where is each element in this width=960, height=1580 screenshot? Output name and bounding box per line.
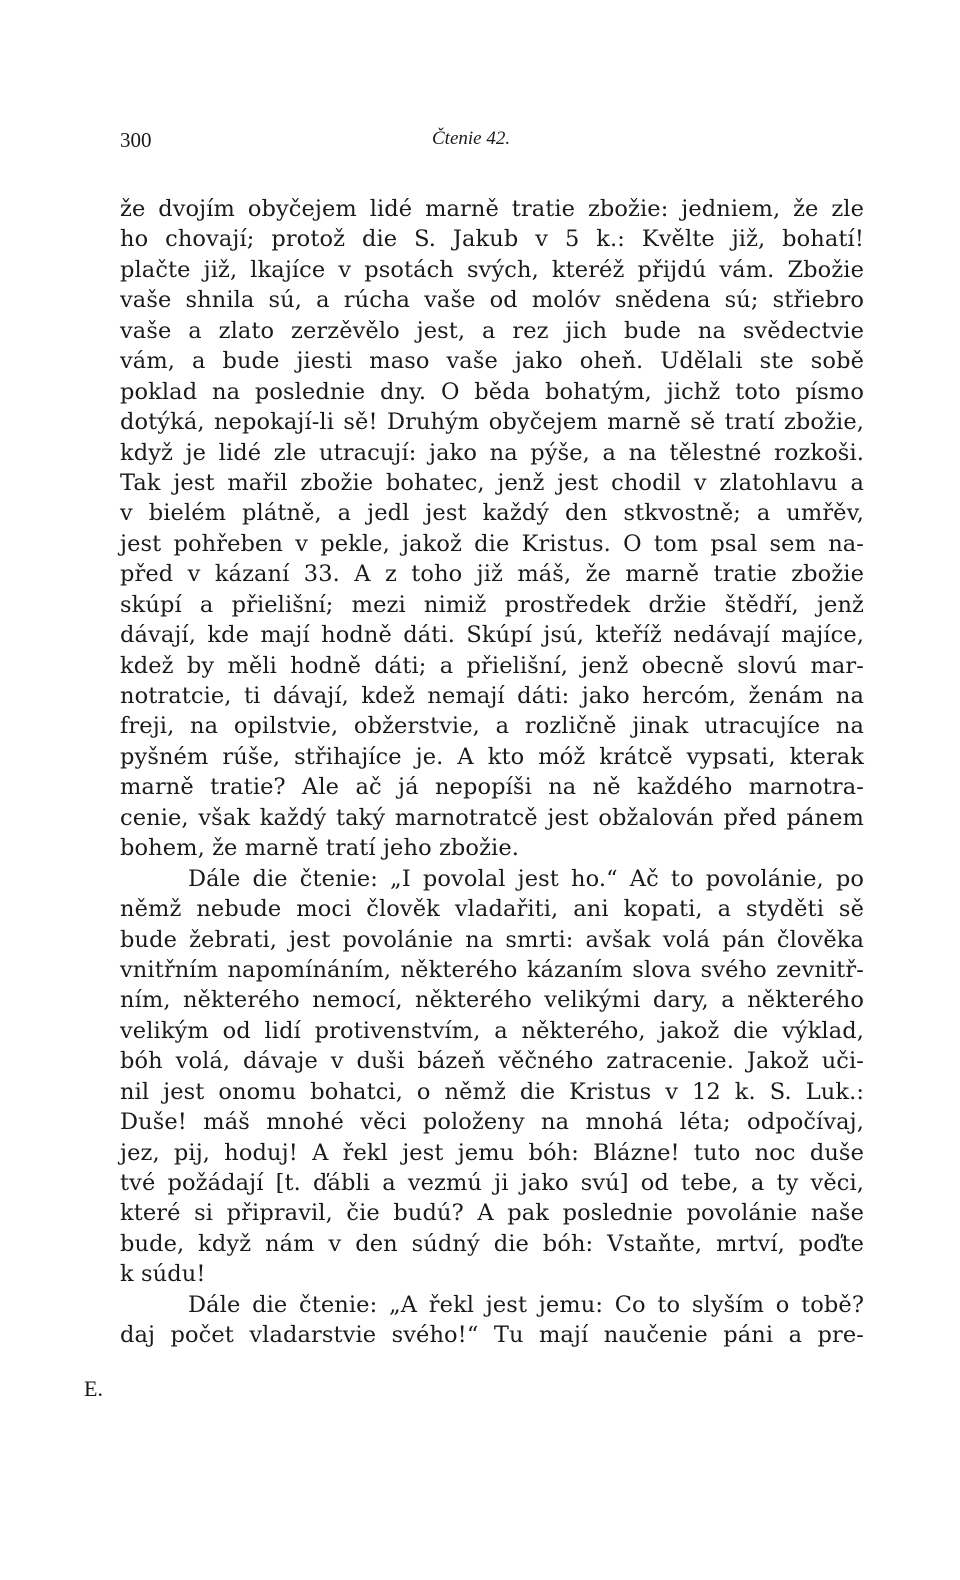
running-title: Čtenie 42. (432, 128, 511, 149)
text-line: bóh volá, dávaje v duši bázeň věčného zatracenie. Jakož uči- (120, 1048, 864, 1075)
text-line: které si připravil, čie budú? A pak poslednie povolánie naše (120, 1200, 864, 1227)
text-line: cenie, však každý taký marnotratcě jest obžalován před pánem (120, 804, 864, 831)
text-line: Dále die čtenie: „A řekl jest jemu: Co to slyším o tobě? (188, 1291, 864, 1318)
page-number: 300 (120, 128, 152, 152)
text-line: notratcie, ti dávají, kdež nemají dáti: jako hercóm, ženám na (120, 683, 864, 709)
text-line: v bielém plátně, a jedl jest každý den stkvostně; a umřěv, (120, 500, 864, 527)
text-line: nil jest onomu bohatci, o němž die Kristus v 12 k. S. Luk.: (120, 1078, 864, 1105)
text-line: dotýká, nepokají-li sě! Druhým obyčejem marně sě tratí zbožie, (120, 409, 864, 436)
text-line: před v kázaní 33. A z toho již máš, že marně tratie zbožie (120, 561, 864, 588)
text-line: daj počet vladarstvie svého!“ Tu mají naučenie páni a pre- (120, 1322, 864, 1349)
text-line: skúpí a přielišní; mezi nimiž prostředek držie štědří, jenž (120, 591, 864, 618)
text-line: ním, některého nemocí, některého velikými dary, a některého (120, 987, 864, 1014)
margin-note: E. (84, 1376, 103, 1401)
text-line: poklad na poslednie dny. O běda bohatým, jichž toto písmo (120, 378, 864, 405)
text-line: vnitřním napomínáním, některého kázaním slova svého zevnitř- (120, 956, 864, 983)
text-line: tvé požádají [t. ďábli a vezmú ji jako svú] od tebe, a ty věci, (120, 1170, 864, 1196)
text-line: jez, pij, hoduj! A řekl jest jemu bóh: Blázne! tuto noc duše (120, 1139, 864, 1166)
text-line: když je lidé zle utracují: jako na pýše, a na tělestné rozkoši. (120, 439, 864, 466)
text-line: Dále die čtenie: „I povolal jest ho.“ Ač to povolánie, po (188, 865, 864, 892)
text-line: vám, a bude jiesti maso vaše jako oheň. Udělali ste sobě (120, 348, 864, 375)
text-line: pyšném rúše, střihajíce je. A kto móž krátcě vypsati, kterak (120, 743, 864, 770)
text-line: jest pohřeben v pekle, jakož die Kristus. O tom psal sem na- (120, 530, 864, 557)
text-line: freji, na opilstvie, obžerstvie, a rozličně jinak utracujíce na (120, 713, 864, 740)
text-line: dávají, kde mají hodně dáti. Skúpí jsú, kteříž nedávají majíce, (120, 622, 864, 649)
text-line: bude žebrati, jest povolánie na smrti: avšak volá pán člověka (120, 926, 864, 953)
text-line: kdež by měli hodně dáti; a přielišní, jenž obecně slovú mar- (120, 652, 864, 679)
text-line: němž nebude moci člověk vladařiti, ani kopati, a styděti sě (120, 896, 864, 923)
text-line: bohem, že marně tratí jeho zbožie. (120, 835, 519, 862)
text-line: plačte již, lkajíce v psotách svých, kteréž přijdú vám. Zbožie (120, 256, 864, 283)
text-line: Duše! máš mnohé věci položeny na mnohá léta; odpočívaj, (120, 1109, 864, 1136)
text-line: k súdu! (120, 1261, 206, 1288)
body-text (120, 194, 864, 1351)
text-line: že dvojím obyčejem lidé marně tratie zbožie: jedniem, že zle (120, 196, 864, 222)
text-line: marně tratie? Ale ač já nepopíši na ně každého marnotra- (120, 774, 864, 801)
text-line: bude, když nám v den súdný die bóh: Vstaňte, mrtví, poďte (120, 1230, 864, 1257)
text-line: vaše shnila sú, a rúcha vaše od molóv snědena sú; střiebro (120, 287, 864, 314)
text-line: Tak jest mařil zbožie bohatec, jenž jest chodil v zlatohlavu a (120, 469, 864, 496)
text-line: vaše a zlato zerzěvělo jest, a rez jich bude na svědectvie (120, 317, 864, 344)
text-line: velikým od lidí protivenstvím, a některého, jakož die výklad, (120, 1017, 864, 1044)
page-header (120, 128, 860, 158)
text-line: ho chovají; protož die S. Jakub v 5 k.: Kvělte již, bohatí! (120, 226, 864, 253)
